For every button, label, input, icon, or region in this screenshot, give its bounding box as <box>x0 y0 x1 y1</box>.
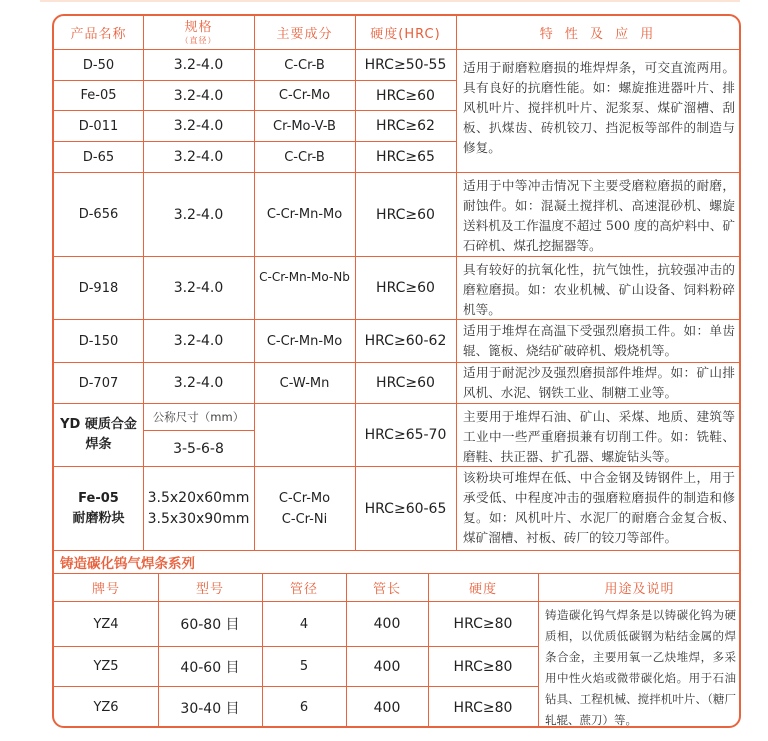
product-name-line2: 耐磨粉块 <box>72 510 125 526</box>
cell-spec: 3.2-4.0 <box>173 149 224 165</box>
cell-product-name: D-656 <box>78 207 119 222</box>
cell-application: 适用于耐泥沙及强烈磨损部件堆焊。如：矿山排风机、水泥、钢铁工业、制糖工业等。 <box>463 365 735 400</box>
header-brand: 牌号 <box>91 582 120 597</box>
cell-composition: C-Cr-Mo <box>278 88 331 103</box>
cell-hardness: HRC≥80 <box>453 616 513 632</box>
cell-hardness: HRC≥60 <box>376 375 435 391</box>
cell-hardness: HRC≥60 <box>376 206 435 223</box>
cell-application: 具有较好的抗氧化性，抗气蚀性，抗较强冲击的磨粒磨损。如：农业机械、矿山设备、饲料粉碎机等。 <box>463 262 735 317</box>
cell-hardness: HRC≥62 <box>376 118 435 134</box>
cell-product-name: D-707 <box>78 375 119 391</box>
cell-hardness: HRC≥50-55 <box>364 57 447 73</box>
spec-line1: 3.5x20x60mm <box>147 489 250 506</box>
cell-spec: 3.2-4.0 <box>173 87 224 104</box>
cell-hardness: HRC≥65 <box>376 149 435 165</box>
cell-composition <box>254 404 355 466</box>
product-table <box>52 14 741 728</box>
header-spec-sublabel: （直径） <box>180 36 217 45</box>
cell-diameter: 5 <box>299 659 309 674</box>
cell-application: 适用于中等冲击情况下主要受磨粒磨损的耐磨，耐蚀件。如：混凝土搅拌机、高速混砂机、螺旋送料机及工作温度不超过 500 度的高炉料中、矿石碎机、煤孔挖掘器等。 <box>463 178 735 253</box>
cell-model: 40-60 目 <box>180 659 240 676</box>
cell-hardness: HRC≥80 <box>453 699 513 716</box>
cell-hardness: HRC≥60-62 <box>364 333 447 349</box>
cell-length: 400 <box>373 658 401 675</box>
cell-spec: 3.2-4.0 <box>173 375 224 391</box>
header-model: 型号 <box>195 582 224 597</box>
spec-line2: 3.5x30x90mm <box>147 510 250 527</box>
header-hardness: 硬度(HRC) <box>370 27 441 42</box>
product-name-line1: Fe-05 <box>78 490 119 506</box>
cell-spec: 3.2-4.0 <box>173 280 224 296</box>
cell-diameter: 6 <box>299 700 309 715</box>
cell-spec: 3.2-4.0 <box>173 333 224 349</box>
cell-composition: C-W-Mn <box>279 375 330 391</box>
cell-brand: YZ5 <box>93 659 119 674</box>
cell-application: 主要用于堆焊石油、矿山、采煤、地质、建筑等工业中一些严重磨损兼有切削工件。如：铣鞋、磨鞋、扶正器、扩孔器、螺旋钻头等。 <box>463 409 735 464</box>
cell-hardness: HRC≥60 <box>376 87 435 104</box>
header-hardness: 硬度 <box>468 582 497 597</box>
cell-spec: 3.2-4.0 <box>173 57 224 73</box>
cell-product-name: D-150 <box>78 333 119 349</box>
cell-hardness: HRC≥65-70 <box>364 427 447 443</box>
product-name-line1: YD 硬质合金 <box>60 417 137 432</box>
cell-product-name: D-011 <box>78 118 119 134</box>
cell-product-name <box>54 467 143 550</box>
cell-spec <box>143 467 254 550</box>
header-usage: 用途及说明 <box>604 582 675 597</box>
cell-model: 60-80 目 <box>180 617 240 633</box>
cell-brand: YZ6 <box>93 700 119 715</box>
header-spec <box>143 16 254 49</box>
top-divider <box>40 0 740 2</box>
cell-composition: C-Cr-B <box>284 57 325 73</box>
cell-hardness: HRC≥60 <box>376 280 435 296</box>
header-spec-label: 规格 <box>184 20 213 35</box>
cell-application: 适用于堆焊在高温下受强烈磨损工件。如：单齿辊、篦板、烧结矿破碎机、煅烧机等。 <box>463 323 735 358</box>
header-length: 管长 <box>372 582 401 597</box>
cell-product-name: Fe-05 <box>80 88 117 103</box>
cell-length: 400 <box>373 699 401 716</box>
cell-composition: C-Cr-Mn-Mo-Nb <box>259 270 350 284</box>
cell-product-name: D-918 <box>78 280 119 296</box>
cell-spec: 3-5-6-8 <box>173 440 224 457</box>
composition-line2: C-Cr-Ni <box>281 511 328 527</box>
header-diameter: 管径 <box>289 582 318 597</box>
cell-spec-label: 公称尺寸（mm） <box>152 410 245 424</box>
section-title: 铸造碳化钨气焊条系列 <box>60 556 195 572</box>
composition-line1: C-Cr-Mo <box>278 490 331 506</box>
cell-composition: C-Cr-Mn-Mo <box>266 333 343 349</box>
header-product-name: 产品名称 <box>70 27 127 42</box>
cell-hardness: HRC≥80 <box>453 658 513 675</box>
product-name-line2: 焊条 <box>85 437 112 452</box>
cell-model: 30-40 目 <box>180 700 240 717</box>
cell-spec: 3.2-4.0 <box>173 206 224 223</box>
header-application: 特 性 及 应 用 <box>539 27 658 42</box>
cell-composition <box>254 467 355 550</box>
cell-brand: YZ4 <box>93 616 119 632</box>
cell-application: 适用于耐磨粒磨损的堆焊焊条，可交直流两用。具有良好的抗磨性能。如：螺旋推进器叶片、排风机叶片、搅拌机叶片、泥浆泵、煤矿溜槽、刮板、扒煤齿、砖机铰刀、挡泥板等部件的制造与修复。 <box>463 60 735 155</box>
cell-product-name <box>54 404 143 466</box>
cell-product-name: D-50 <box>82 57 115 73</box>
cell-application: 该粉块可堆焊在低、中合金钢及铸钢件上，用于承受低、中程度冲击的强磨粒磨损件的制造和修复。如：风机叶片、水泥厂的耐磨合金复合板、煤矿溜槽、衬板、砖厂的铰刀等部件。 <box>463 470 735 545</box>
cell-composition: C-Cr-B <box>284 149 325 165</box>
cell-spec: 3.2-4.0 <box>173 118 224 134</box>
cell-usage: 铸造碳化钨气焊条是以铸碳化钨为硬质相，以优质低碳钢为粘结金属的焊条合金，主要用氧一乙炔堆焊，多采用中性火焰或微带碳化焰。用于石油钻具、工程机械、搅拌机叶片、（糖厂轧辊、蔗刀）等。 <box>545 608 736 727</box>
cell-composition: Cr-Mo-V-B <box>273 118 336 134</box>
header-composition: 主要成分 <box>276 27 333 42</box>
cell-length: 400 <box>373 616 401 632</box>
cell-hardness: HRC≥60-65 <box>364 500 447 517</box>
cell-composition: C-Cr-Mn-Mo <box>266 207 343 222</box>
cell-diameter: 4 <box>299 616 309 632</box>
cell-product-name: D-65 <box>82 149 115 165</box>
